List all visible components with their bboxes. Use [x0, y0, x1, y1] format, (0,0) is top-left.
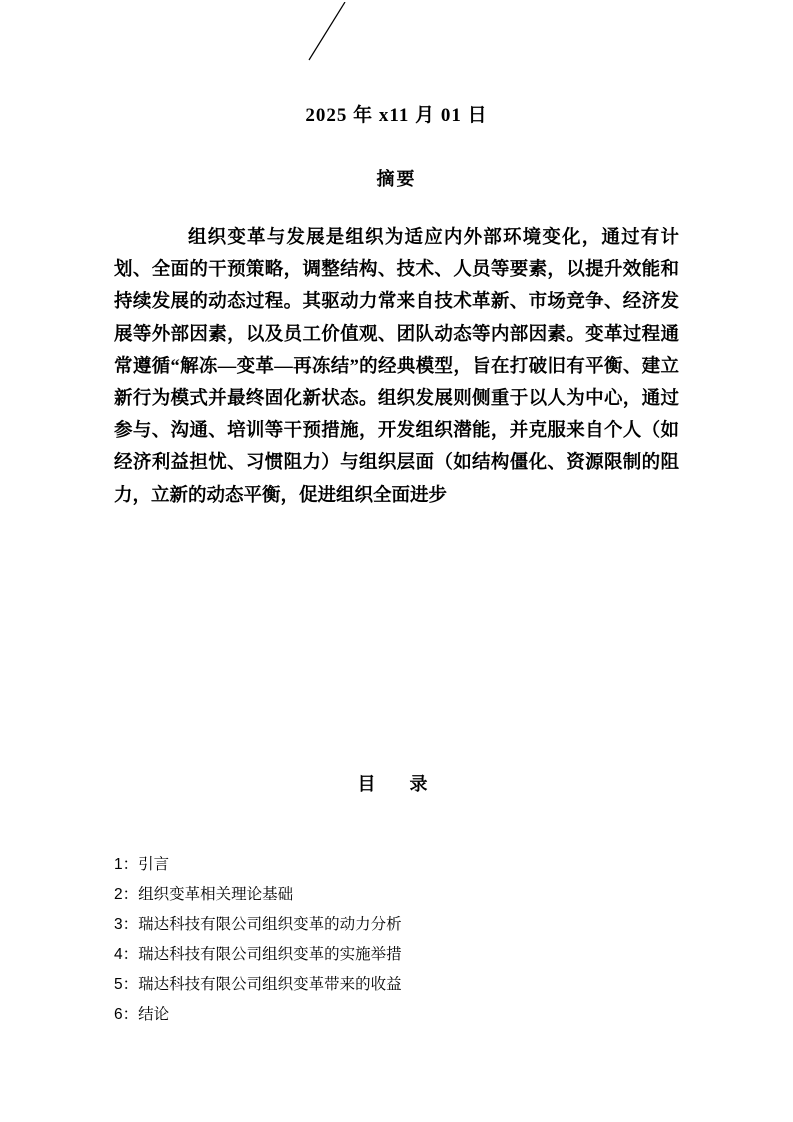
toc-item[interactable]: 5：瑞达科技有限公司组织变革带来的收益 — [114, 976, 402, 993]
toc-item[interactable]: 6：结论 — [114, 1006, 170, 1023]
toc-heading: 目 录 — [357, 774, 436, 794]
toc-item[interactable]: 4：瑞达科技有限公司组织变革的实施举措 — [114, 946, 402, 963]
toc-list — [114, 850, 679, 1030]
diagonal-line-decoration — [307, 2, 347, 62]
abstract-heading: 摘要 — [376, 169, 417, 189]
toc-item[interactable]: 3：瑞达科技有限公司组织变革的动力分析 — [114, 916, 402, 933]
toc-item[interactable]: 2：组织变革相关理论基础 — [114, 886, 294, 903]
toc-item[interactable]: 1：引言 — [114, 856, 170, 873]
abstract-paragraph: 组织变革与发展是组织为适应内外部环境变化，通过有计划、全面的干预策略，调整结构、技术、人员等要素，以提升效能和持续发展的动态过程。其驱动力常来自技术革新、市场竞争、经济发展等外部因素，以及员工价值观、团队动态等内部因素。变革过程通常遵循“解冻—变革—再冻结”的经典模型，旨在打破旧有平衡、建立新行为模式并最终固化新状态。组织发展则侧重于以人为中心，通过参与、沟通、培训等干预措施，开发组织潜能，并克服来自个人（如经济利益担忧、习惯阻力）与组织层面（如结构僵化、资源限制的阻力，立新的动态平衡，促进组织全面进步 — [114, 228, 679, 506]
document-date: 2025 年 x11 月 01 日 — [305, 105, 488, 126]
